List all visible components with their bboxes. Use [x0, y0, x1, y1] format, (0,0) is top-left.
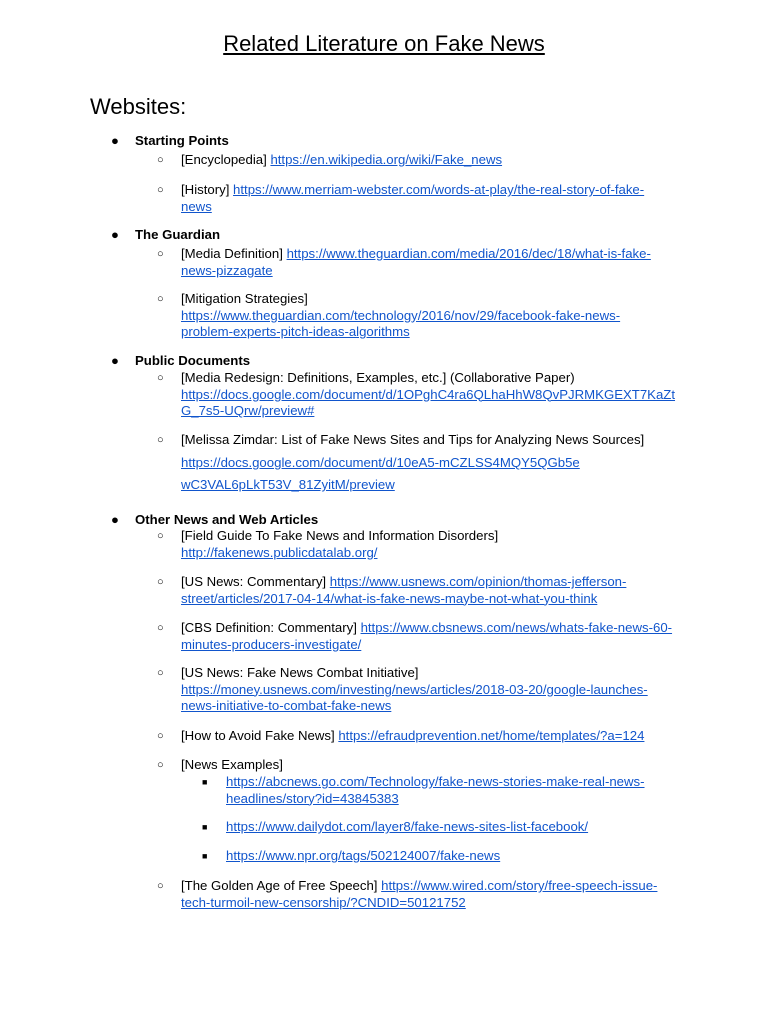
item-label: [How to Avoid Fake News]	[181, 728, 339, 743]
circle-bullet-icon: ○	[157, 248, 164, 260]
efraud-link[interactable]: https://efraudprevention.net/home/templates/?a=124	[338, 728, 645, 743]
item-label: [Media Redesign: Definitions, Examples, etc.] (Collaborative Paper)	[181, 370, 575, 385]
square-bullet-icon: ■	[202, 851, 208, 861]
circle-bullet-icon: ○	[157, 880, 164, 892]
group-title: The Guardian	[135, 227, 220, 242]
circle-bullet-icon: ○	[157, 154, 164, 166]
group-title: Starting Points	[135, 133, 229, 148]
usnews-initiative-link[interactable]: https://money.usnews.com/investing/news/articles/2018-03-20/google-launches-news-initiative-to-combat-fake-news	[181, 681, 648, 713]
group-title: Other News and Web Articles	[135, 512, 319, 527]
circle-bullet-icon: ○	[157, 434, 164, 446]
item-label: [Media Definition]	[181, 246, 287, 261]
circle-bullet-icon: ○	[157, 184, 164, 196]
zimdar-list-link[interactable]: https://docs.google.com/document/d/10eA5-mCZLSS4MQY5QGb5ewC3VAL6pLkT53V_81ZyitM/preview	[181, 455, 580, 492]
bullet-icon: ●	[111, 353, 119, 368]
square-bullet-icon: ■	[202, 822, 208, 832]
wikipedia-link[interactable]: https://en.wikipedia.org/wiki/Fake_news	[270, 152, 503, 167]
item-label: [Melissa Zimdar: List of Fake News Sites and Tips for Analyzing News Sources]	[181, 432, 645, 447]
item-label: [US News: Commentary]	[181, 574, 330, 589]
item-label: [CBS Definition: Commentary]	[181, 620, 361, 635]
item-label: [History]	[181, 182, 234, 197]
square-bullet-icon: ■	[202, 777, 208, 787]
group-title: Public Documents	[135, 353, 251, 368]
merriam-webster-link[interactable]: https://www.merriam-webster.com/words-at-play/the-real-story-of-fake-news	[181, 182, 645, 214]
circle-bullet-icon: ○	[157, 372, 164, 384]
abcnews-link[interactable]: https://abcnews.go.com/Technology/fake-news-stories-make-real-news-headlines/story?id=43845383	[226, 774, 645, 806]
item-label: [Field Guide To Fake News and Information Disorders]	[181, 528, 499, 543]
circle-bullet-icon: ○	[157, 576, 164, 588]
wired-link[interactable]: https://www.wired.com/story/free-speech-issue-tech-turmoil-new-censorship/?CNDID=50121752	[181, 878, 658, 910]
circle-bullet-icon: ○	[157, 622, 164, 634]
circle-bullet-icon: ○	[157, 667, 164, 679]
item-label: [Encyclopedia]	[181, 152, 271, 167]
bullet-icon: ●	[111, 133, 119, 148]
fakenews-datalab-link[interactable]: http://fakenews.publicdatalab.org/	[181, 544, 378, 560]
guardian-media-link[interactable]: https://www.theguardian.com/media/2016/dec/18/what-is-fake-news-pizzagate	[181, 246, 651, 278]
bullet-icon: ●	[111, 512, 119, 527]
dailydot-link[interactable]: https://www.dailydot.com/layer8/fake-news-sites-list-facebook/	[226, 819, 589, 834]
media-redesign-link[interactable]: https://docs.google.com/document/d/1OPghC4ra6QLhaHhW8QvPJRMKGEXT7KaZtG_7s5-UQrw/preview#	[181, 386, 676, 418]
guardian-technology-link[interactable]: https://www.theguardian.com/technology/2016/nov/29/facebook-fake-news-problem-experts-pitch-ideas-algorithms	[181, 307, 621, 339]
item-label: [Mitigation Strategies]	[181, 291, 308, 306]
circle-bullet-icon: ○	[157, 730, 164, 742]
bullet-icon: ●	[111, 227, 119, 242]
circle-bullet-icon: ○	[157, 293, 164, 305]
usnews-commentary-link[interactable]: https://www.usnews.com/opinion/thomas-jefferson-street/articles/2017-04-14/what-is-fake-news-maybe-not-what-you-think	[181, 574, 627, 606]
item-label: [News Examples]	[181, 757, 283, 772]
document-title: Related Literature on Fake News	[223, 31, 545, 56]
cbs-news-link[interactable]: https://www.cbsnews.com/news/whats-fake-news-60-minutes-producers-investigate/	[181, 620, 673, 652]
circle-bullet-icon: ○	[157, 530, 164, 542]
item-label: [US News: Fake News Combat Initiative]	[181, 665, 419, 680]
section-heading-websites: Websites:	[90, 94, 187, 119]
item-label: [The Golden Age of Free Speech]	[181, 878, 382, 893]
circle-bullet-icon: ○	[157, 759, 164, 771]
npr-link[interactable]: https://www.npr.org/tags/502124007/fake-news	[226, 848, 501, 863]
